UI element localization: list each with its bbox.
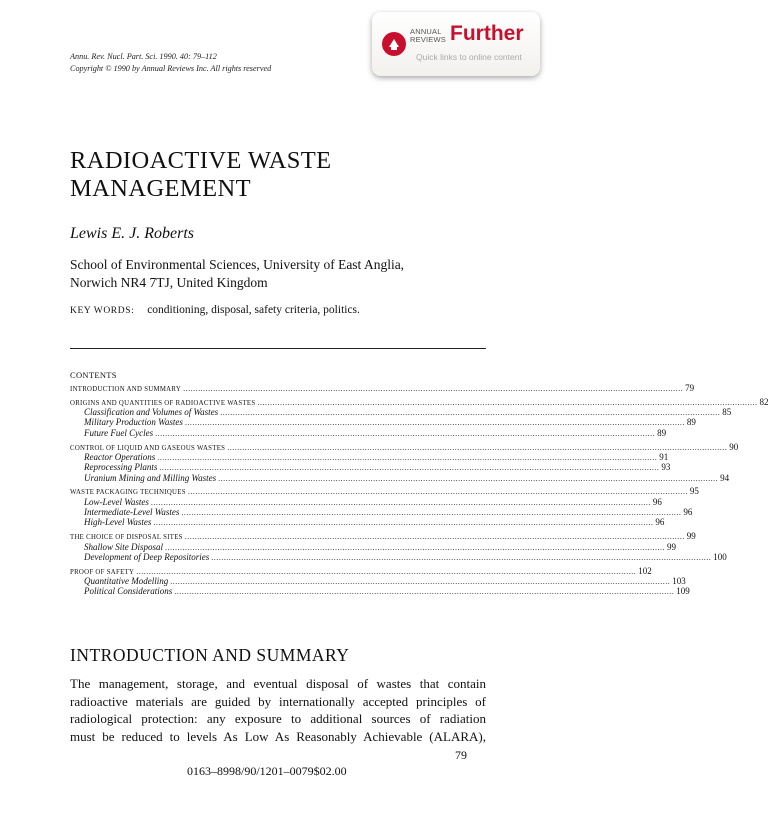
toc-entry-page: 95 [689, 486, 699, 497]
section-heading: INTRODUCTION AND SUMMARY [70, 645, 350, 665]
toc-leader-dots: ........................................................................................................................................................................................................ [184, 418, 685, 428]
toc-entry-page: 109 [676, 586, 690, 597]
toc-leader-dots: ........................................................................................................................................................................................................ [183, 384, 684, 393]
toc-leader-dots: ........................................................................................................................................................................................................ [159, 463, 660, 473]
toc-entry-page: 99 [686, 531, 696, 542]
toc-entry[interactable] [70, 541, 677, 552]
toc-entry[interactable] [70, 451, 669, 462]
toc-leader-dots: ........................................................................................................................................................................................................ [184, 532, 685, 542]
toc-entry-page: 100 [713, 551, 727, 562]
article-title: RADIOACTIVE WASTE MANAGEMENT [70, 147, 332, 202]
toc-entry[interactable] [70, 417, 696, 428]
toc-entry-label: ORIGINS AND QUANTITIES OF RADIOACTIVE WASTES [70, 399, 256, 407]
toc-leader-dots: ........................................................................................................................................................................................................ [136, 566, 637, 576]
toc-entry-page: 94 [720, 472, 730, 483]
journal-citation [70, 51, 271, 75]
toc-entry[interactable] [70, 486, 699, 497]
table-of-contents [70, 383, 768, 597]
toc-entry-page: 99 [667, 541, 677, 552]
article-author: Lewis E. J. Roberts [70, 225, 194, 242]
toc-entry-page: 102 [638, 565, 652, 576]
toc-entry[interactable] [70, 565, 652, 576]
toc-entry-label: Quantitative Modelling [84, 576, 169, 587]
citation-line-2: Copyright © 1990 by Annual Reviews Inc. All rights reserved [70, 64, 272, 73]
toc-leader-dots: ........................................................................................................................................................................................................ [150, 497, 651, 507]
toc-entry-page: 103 [672, 576, 686, 587]
toc-entry-page: 79 [685, 383, 695, 393]
toc-entry-page: 93 [661, 462, 671, 473]
toc-leader-dots: ........................................................................................................................................................................................................ [165, 542, 666, 552]
annual-reviews-logo-icon [382, 32, 406, 56]
toc-entry[interactable] [70, 462, 671, 473]
toc-leader-dots: ........................................................................................................................................................................................................ [220, 408, 721, 418]
affiliation-line-1: School of Environmental Sciences, University of East Anglia, [70, 257, 405, 272]
toc-entry-page: 96 [652, 496, 662, 507]
toc-leader-dots: ........................................................................................................................................................................................................ [155, 428, 656, 438]
toc-entry-page: 82 [759, 396, 768, 407]
author-affiliation [70, 256, 404, 292]
annual-reviews-further-badge[interactable] [372, 12, 540, 76]
toc-entry-page: 96 [655, 517, 665, 528]
toc-entry-label: Intermediate-Level Wastes [84, 507, 180, 518]
toc-entry[interactable] [70, 472, 730, 483]
article-code: 0163–8998/90/1201–0079$02.00 [187, 764, 347, 778]
toc-entry[interactable] [70, 531, 696, 542]
toc-entry[interactable] [70, 441, 739, 452]
keywords [70, 304, 360, 316]
toc-entry-label: INTRODUCTION AND SUMMARY [70, 386, 182, 393]
toc-entry-label: Uranium Mining and Milling Wastes [84, 472, 217, 483]
toc-entry[interactable] [70, 551, 727, 562]
toc-entry[interactable] [70, 507, 693, 518]
citation-line-1: Annu. Rev. Nucl. Part. Sci. 1990. 40: 79–112 [70, 52, 217, 61]
toc-entry[interactable] [70, 383, 695, 393]
toc-entry-label: Military Production Wastes [84, 417, 183, 428]
toc-leader-dots: ........................................................................................................................................................................................................ [174, 587, 675, 597]
toc-entry[interactable] [70, 576, 686, 587]
toc-entry[interactable] [70, 407, 732, 418]
toc-leader-dots: ........................................................................................................................................................................................................ [181, 508, 682, 518]
affiliation-line-2: Norwich NR4 7TJ, United Kingdom [70, 275, 268, 290]
badge-publisher-label: ANNUAL REVIEWS [410, 27, 446, 44]
toc-entry-label: Reactor Operations [84, 451, 156, 462]
toc-leader-dots: ........................................................................................................................................................................................................ [157, 452, 658, 462]
toc-entry-label: WASTE PACKAGING TECHNIQUES [70, 489, 186, 497]
body-paragraph [70, 675, 486, 745]
badge-further-label: Further [450, 22, 524, 45]
page-number: 79 [455, 748, 467, 762]
toc-entry-label: Low-Level Wastes [84, 496, 149, 507]
toc-entry-page: 96 [683, 507, 693, 518]
toc-entry-label: Future Fuel Cycles [84, 427, 154, 438]
toc-leader-dots: ........................................................................................................................................................................................................ [227, 442, 728, 452]
toc-entry-page: 91 [659, 451, 669, 462]
toc-leader-dots: ........................................................................................................................................................................................................ [218, 473, 719, 483]
toc-leader-dots: ........................................................................................................................................................................................................ [170, 577, 671, 587]
toc-entry-label: Development of Deep Repositories [84, 551, 210, 562]
body-line: must be reduced to levels As Low As Reasonably Achievable (ALARA), [70, 728, 486, 744]
body-line: radiological protection: any exposure to additional sources of radiation [70, 711, 486, 726]
toc-entry-label: High-Level Wastes [84, 517, 152, 528]
toc-leader-dots: ........................................................................................................................................................................................................ [211, 552, 712, 562]
toc-entry[interactable] [70, 586, 690, 597]
toc-entry[interactable] [70, 396, 768, 407]
toc-entry-label: Political Considerations [84, 586, 173, 597]
toc-entry-label: Classification and Volumes of Wastes [84, 407, 219, 418]
section-divider [70, 348, 486, 349]
toc-entry-label: Reprocessing Plants [84, 462, 158, 473]
toc-entry-label: CONTROL OF LIQUID AND GASEOUS WASTES [70, 444, 226, 452]
toc-entry-page: 85 [722, 407, 732, 418]
toc-entry-page: 89 [686, 417, 696, 428]
toc-leader-dots: ........................................................................................................................................................................................................ [257, 397, 758, 407]
toc-entry-label: Shallow Site Disposal [84, 541, 164, 552]
toc-entry[interactable] [70, 427, 667, 438]
badge-subtitle: Quick links to online content [416, 52, 522, 62]
toc-entry-page: 90 [729, 441, 739, 452]
toc-leader-dots: ........................................................................................................................................................................................................ [187, 487, 688, 497]
contents-heading: CONTENTS [70, 370, 117, 380]
toc-entry[interactable] [70, 517, 665, 528]
toc-leader-dots: ........................................................................................................................................................................................................ [153, 518, 654, 528]
toc-entry[interactable] [70, 496, 662, 507]
toc-entry-label: THE CHOICE OF DISPOSAL SITES [70, 534, 183, 542]
body-line: The management, storage, and eventual disposal of wastes that contain [70, 676, 486, 691]
keywords-label: KEY WORDS: [70, 306, 135, 316]
keywords-list: conditioning, disposal, safety criteria, politics. [147, 304, 360, 316]
toc-entry-label: PROOF OF SAFETY [70, 568, 135, 576]
body-line: radioactive materials are guided by internationally accepted principles of [70, 693, 486, 709]
toc-entry-page: 89 [657, 427, 667, 438]
